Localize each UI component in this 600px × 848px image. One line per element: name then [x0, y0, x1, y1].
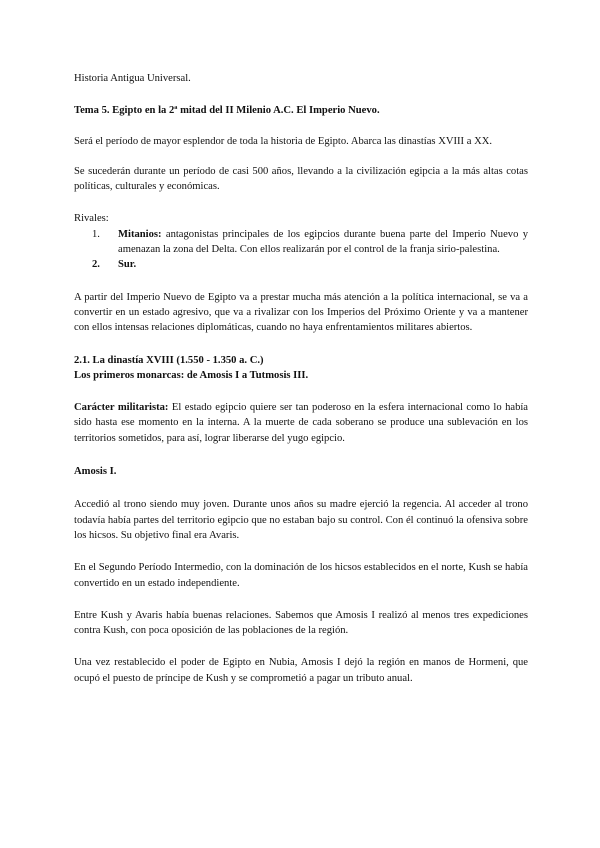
section-title: 2.1. La dinastía XVIII (1.550 - 1.350 a. C.)	[74, 354, 264, 366]
militar-text: El estado egipcio quiere ser tan poderoso en la esfera internacional como lo había sido hasta ese momento en la interna. A la muerte de cada soberano se produce una sublevación en los territorios sometidos, para así, lograr liberarse del yugo egipcio.	[74, 402, 529, 444]
amosis-title: Amosis I.	[74, 466, 117, 478]
rivals-section	[74, 211, 528, 272]
paragraph-foreign-policy: A partir del Imperio Nuevo de Egipto va a prestar mucha más atención a la política internacional, se va a convertir en un estado agresivo, que va a rivalizar con los Imperios del Próximo Oriente y va a mantener con ellos intensas relaciones diplomáticas, cuando no haya enfrentamientos militares abiertos.	[74, 291, 528, 334]
rivals-list	[74, 227, 528, 273]
paragraph-intro: Será el período de mayor esplendor de toda la historia de Egipto. Abarca las dinastías XVIII a XX.	[74, 135, 493, 147]
course-name: Historia Antigua Universal.	[74, 73, 191, 84]
rival-term: Mitanios:	[118, 228, 162, 240]
section-heading	[74, 353, 528, 384]
paragraph-nubia: Una vez restablecido el poder de Egipto en Nubia, Amosis I dejó la región en manos de Hormeni, que ocupó el puesto de príncipe de Kush y se comprometió a pagar un tributo anual.	[74, 657, 528, 684]
list-number: 2.	[92, 259, 100, 271]
rival-description: antagonistas principales de los egipcios durante buena parte del Imperio Nuevo y amenazan la zona del Delta. Con ellos realizarán por el control de la franja sirio-palestina.	[118, 228, 528, 256]
rival-term: Sur.	[118, 259, 137, 271]
paragraph-kush-independence: En el Segundo Período Intermedio, con la dominación de los hicsos establecidos en el norte, Kush se había convertido en un estado independiente.	[74, 562, 528, 589]
militar-term: Carácter militarista:	[74, 402, 169, 414]
list-number: 1.	[92, 228, 100, 240]
section-subtitle: Los primeros monarcas: de Amosis I a Tutmosis III.	[74, 369, 309, 381]
list-item	[74, 257, 528, 272]
paragraph-duration: Se sucederán durante un período de casi 500 años, llevando a la civilización egipcia a la más altas cotas políticas, culturales y económicas.	[74, 165, 528, 193]
rivals-label: Rivales:	[74, 213, 109, 225]
paragraph-kush-relations: Entre Kush y Avaris había buenas relaciones. Sabemos que Amosis I realizó al menos tres expediciones contra Kush, con poca oposición de las poblaciones de la región.	[74, 609, 528, 637]
paragraph-amosis-reign: Accedió al trono siendo muy joven. Durante unos años su madre ejerció la regencia. Al acceder al trono todavía había partes del territorio egipcio que no estaban bajo su control. Con él continuó la ofensiva sobre los hicsos. Su objetivo final era Avaris.	[74, 499, 528, 541]
paragraph-militarism	[74, 400, 528, 446]
document-title: Tema 5. Egipto en la 2ª mitad del II Milenio A.C. El Imperio Nuevo.	[74, 105, 380, 117]
list-item	[74, 227, 528, 258]
